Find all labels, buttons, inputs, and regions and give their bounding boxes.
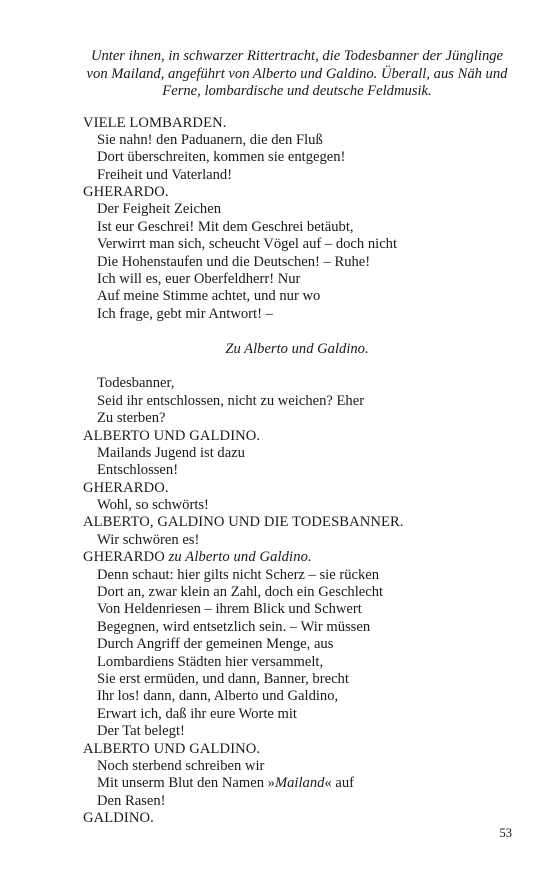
verse-line: Noch sterbend schreiben wir — [97, 757, 265, 774]
verse-line: Die Hohenstaufen und die Deutschen! – Ruhe! — [97, 253, 371, 270]
verse-line: Dort an, zwar klein an Zahl, doch ein Geschlecht — [97, 584, 384, 601]
verse-line: Sie nahn! den Paduanern, die den Fluß — [97, 131, 323, 148]
speaker-name: VIELE LOMBARDEN. — [83, 114, 227, 131]
speaker-name: ALBERTO UND GALDINO. — [83, 740, 261, 757]
verse-line — [83, 775, 511, 792]
speaker-name: ALBERTO, GALDINO UND DIE TODESBANNER. — [83, 514, 404, 531]
blank-line — [83, 358, 511, 375]
verse-line: Mailands Jugend ist dazu — [97, 444, 245, 461]
verse-line: Freiheit und Vaterland! — [97, 166, 233, 183]
stage-direction-inline: Zu Alberto und Galdino. — [225, 340, 369, 357]
speaker-with-direction — [83, 549, 511, 566]
verse-line: Entschlossen! — [97, 462, 179, 479]
speaker-direction: zu Alberto und Galdino. — [168, 549, 312, 566]
verse-line: Ich frage, gebt mir Antwort! – — [97, 305, 273, 322]
verse-line: Verwirrt man sich, scheucht Vögel auf – doch nicht — [97, 236, 398, 253]
speaker-name: GHERARDO. — [83, 184, 169, 201]
stage-direction: Unter ihnen, in schwarzer Rittertracht, die Todesbanner der Jünglinge von Mailand, angeführt von Alberto und Galdino. Überall, aus Näh und Ferne, lombardische und deutsche Feldmusik. — [86, 48, 508, 99]
dialogue-body — [83, 115, 511, 828]
verse-line: Todesbanner, — [97, 375, 175, 392]
verse-line: Ich will es, euer Oberfeldherr! Nur — [97, 271, 301, 288]
verse-line: Ihr los! dann, dann, Alberto und Galdino, — [97, 688, 339, 705]
verse-line: Lombardiens Städten hier versammelt, — [97, 653, 324, 670]
page-number: 53 — [499, 826, 512, 840]
book-page — [83, 48, 511, 828]
verse-line: Der Feigheit Zeichen — [97, 201, 221, 218]
verse-line: Den Rasen! — [97, 792, 166, 809]
speaker-name: GHERARDO — [83, 549, 169, 566]
verse-fragment: « auf — [324, 775, 355, 792]
verse-line: Auf meine Stimme achtet, und nur wo — [97, 288, 321, 305]
verse-line: Begegnen, wird entsetzlich sein. – Wir müssen — [97, 618, 371, 635]
blank-line — [83, 323, 511, 340]
verse-line: Wir schwören es! — [97, 531, 200, 548]
verse-line: Ist eur Geschrei! Mit dem Geschrei betäubt, — [97, 218, 354, 235]
speaker-name: GHERARDO. — [83, 479, 169, 496]
verse-fragment: Mit unserm Blut den Namen » — [97, 775, 275, 792]
verse-line: Dort überschreiten, kommen sie entgegen! — [97, 149, 346, 166]
verse-line: Von Heldenriesen – ihrem Blick und Schwert — [97, 601, 362, 618]
verse-line: Wohl, so schwörts! — [97, 497, 209, 514]
speaker-name: GALDINO. — [83, 810, 154, 827]
verse-line: Zu sterben? — [97, 410, 166, 427]
verse-line: Erwart ich, daß ihr eure Worte mit — [97, 705, 297, 722]
verse-line: Denn schaut: hier gilts nicht Scherz – sie rücken — [97, 566, 380, 583]
verse-line: Durch Angriff der gemeinen Menge, aus — [97, 636, 334, 653]
speaker-name: ALBERTO UND GALDINO. — [83, 427, 261, 444]
verse-line: Seid ihr entschlossen, nicht zu weichen? Eher — [97, 392, 365, 409]
verse-line: Der Tat belegt! — [97, 723, 185, 740]
verse-emphasis: Mailand — [274, 775, 325, 792]
verse-line: Sie erst ermüden, und dann, Banner, brecht — [97, 671, 349, 687]
